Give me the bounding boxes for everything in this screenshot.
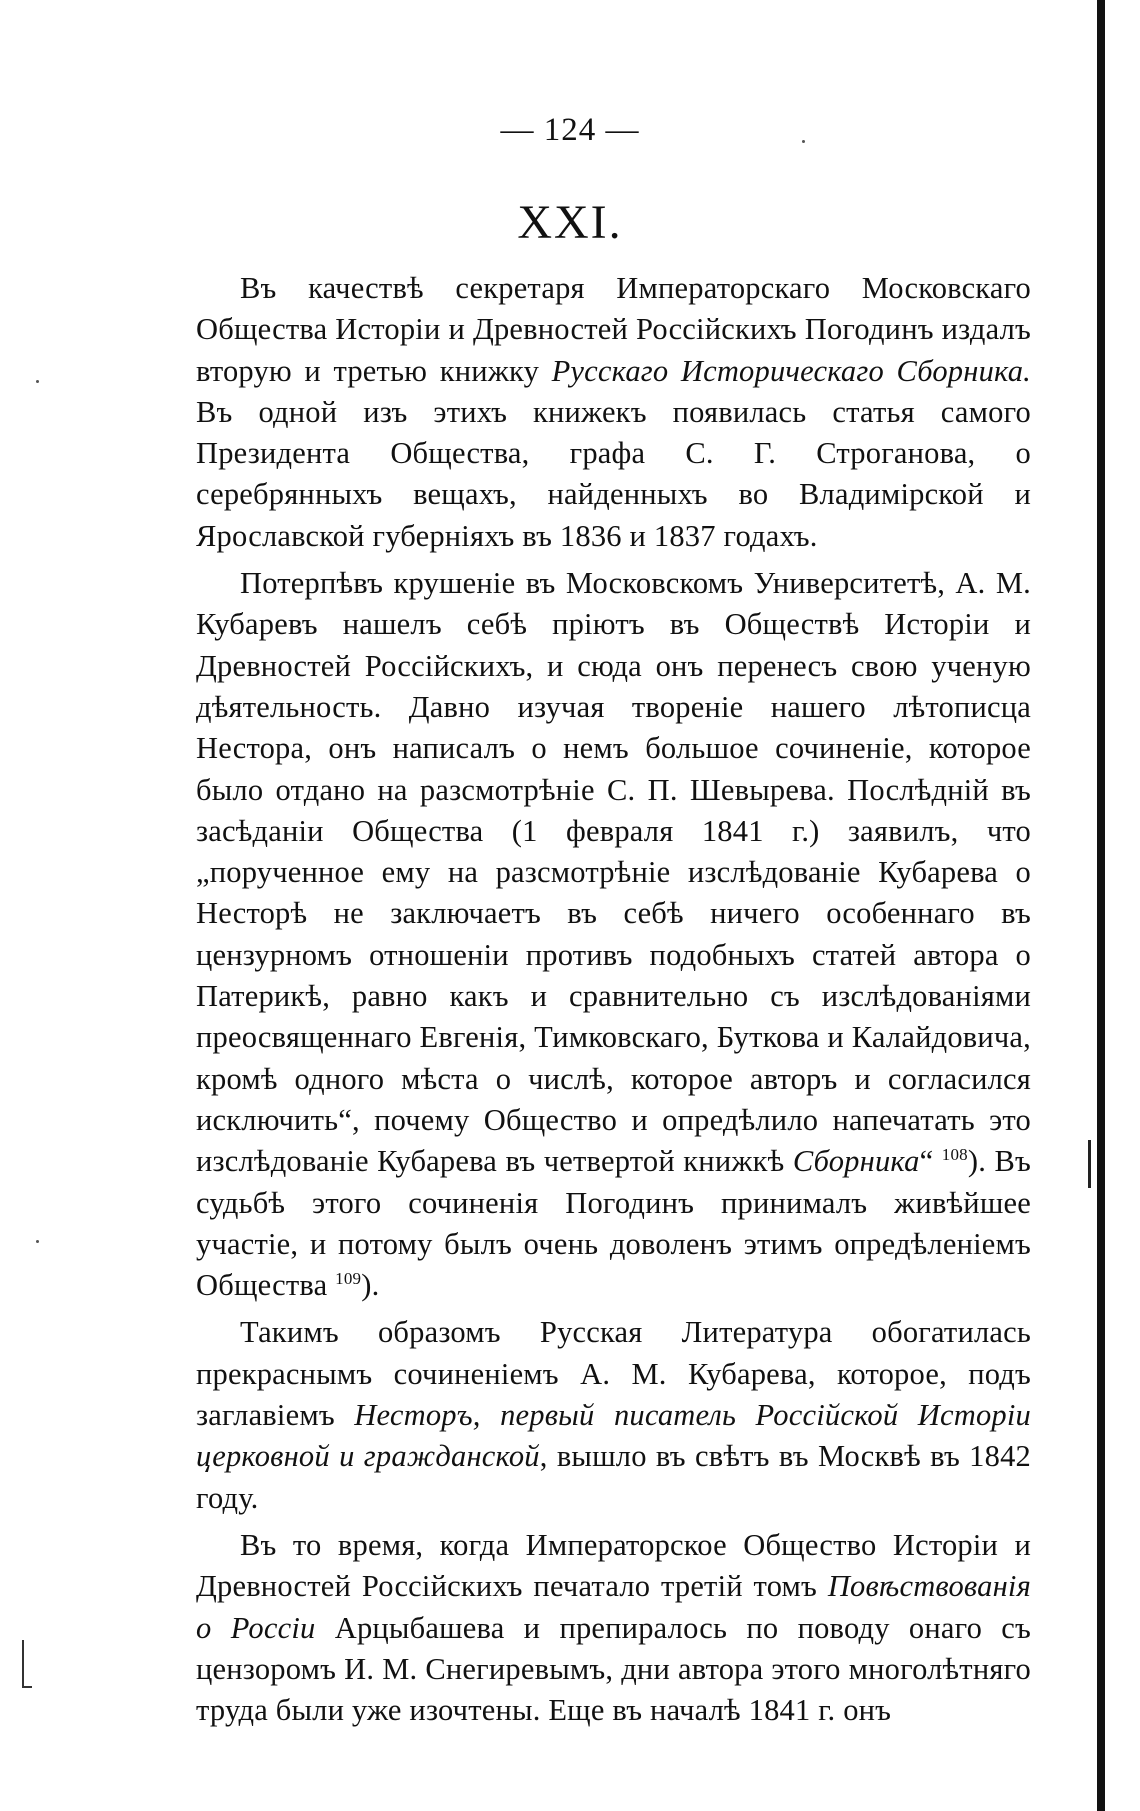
- paragraph-4-text-b: Арцыбашева и препиралось по поводу онаго съ цензоромъ И. М. Снегиревымъ, дни автора этого многолѣтняго труда были уже изочтены. Еще въ началѣ 1841 г. онъ: [196, 1610, 1031, 1728]
- page-edge-shadow: [1097, 0, 1105, 1811]
- margin-mark-left: [22, 1640, 24, 1686]
- paragraph-1-italic-title: Русскаго Историческаго Сборника.: [551, 353, 1031, 388]
- paragraph-4-text-a: Въ то время, когда Императорское Общество Исторіи и Древностей Россійскихъ печатало третій томъ: [196, 1527, 1031, 1604]
- paragraph-3-text-b: , вышло въ свѣтъ въ Москвѣ въ 1842 году.: [196, 1439, 1031, 1515]
- page-number: — 124 —: [500, 112, 640, 148]
- paragraph-2: [196, 563, 1031, 1306]
- margin-mark-left-foot: [22, 1686, 32, 1688]
- footnote-ref-108: 108: [941, 1145, 968, 1165]
- margin-mark-right: [1088, 1140, 1091, 1188]
- scan-speck: [36, 380, 39, 383]
- body-text: [196, 268, 1031, 1737]
- paragraph-2-text-d: ).: [361, 1268, 380, 1303]
- paragraph-2-text-b: “: [919, 1144, 942, 1179]
- paragraph-3: [196, 1312, 1031, 1518]
- paragraph-3-text-a: Такимъ образомъ Русская Литература обогатилась прекраснымъ сочиненіемъ А. М. Кубарева, которое, подъ заглавіемъ: [196, 1315, 1031, 1433]
- footnote-ref-109: 109: [335, 1268, 362, 1288]
- paragraph-2-text-a: Потерпѣвъ крушеніе въ Московскомъ Университетѣ, А. М. Кубаревъ нашелъ себѣ пріютъ въ Обществѣ Исторіи и Древностей Россійскихъ, и сюда онъ перенесъ свою ученую дѣятельность. Давно изучая твореніе нашего лѣтописца Нестора, онъ написалъ о немъ большое сочиненіе, которое было отдано на разсмотрѣніе С. П. Шевырева. Послѣдній въ засѣданіи Общества (1 февраля 1841 г.) заявилъ, что „порученное ему на разсмотрѣніе изслѣдованіе Кубарева о Несторѣ не заключаетъ въ себѣ ничего особеннаго въ цензурномъ отношеніи противъ подобныхъ статей автора о Патерикѣ, равно какъ и сравнительно съ изслѣдованіями преосвященнаго Евгенія, Тимковскаго, Буткова и Калайдовича, кромѣ одного мѣста о числѣ, которое авторъ и согласился исключить“, почему Общество и опредѣлило напечатать это изслѣдованіе Кубарева въ четвертой книжкѣ: [196, 566, 1031, 1179]
- paragraph-1-text-a: Въ качествѣ секретаря Императорскаго Московскаго Общества Исторіи и Древностей Россійскихъ Погодинъ издалъ вторую и третью книжку: [196, 271, 1031, 388]
- paragraph-1-text-b: Въ одной изъ этихъ книжекъ появилась статья самого Президента Общества, графа С. Г. Строганова, о серебрянныхъ вещахъ, найденныхъ во Владимірской и Ярославской губерніяхъ въ 1836 и 1837 годахъ.: [196, 394, 1031, 553]
- paragraph-1: [196, 268, 1031, 557]
- paragraph-4: [196, 1525, 1031, 1731]
- paragraph-4-italic-title: Повѣствованія о Россіи: [196, 1569, 1031, 1645]
- scan-speck: [36, 1240, 39, 1243]
- chapter-heading: XXI.: [517, 196, 623, 249]
- paragraph-2-text-c: ). Въ судьбѣ этого сочиненія Погодинъ принималъ живѣйшее участіе, и потому былъ очень доволенъ этимъ опредѣленіемъ Общества: [196, 1144, 1031, 1303]
- paragraph-3-italic-title: Несторъ, первый писатель Россійской Исторіи церковной и гражданской: [196, 1398, 1031, 1474]
- paragraph-2-italic-title: Сборника: [792, 1144, 920, 1179]
